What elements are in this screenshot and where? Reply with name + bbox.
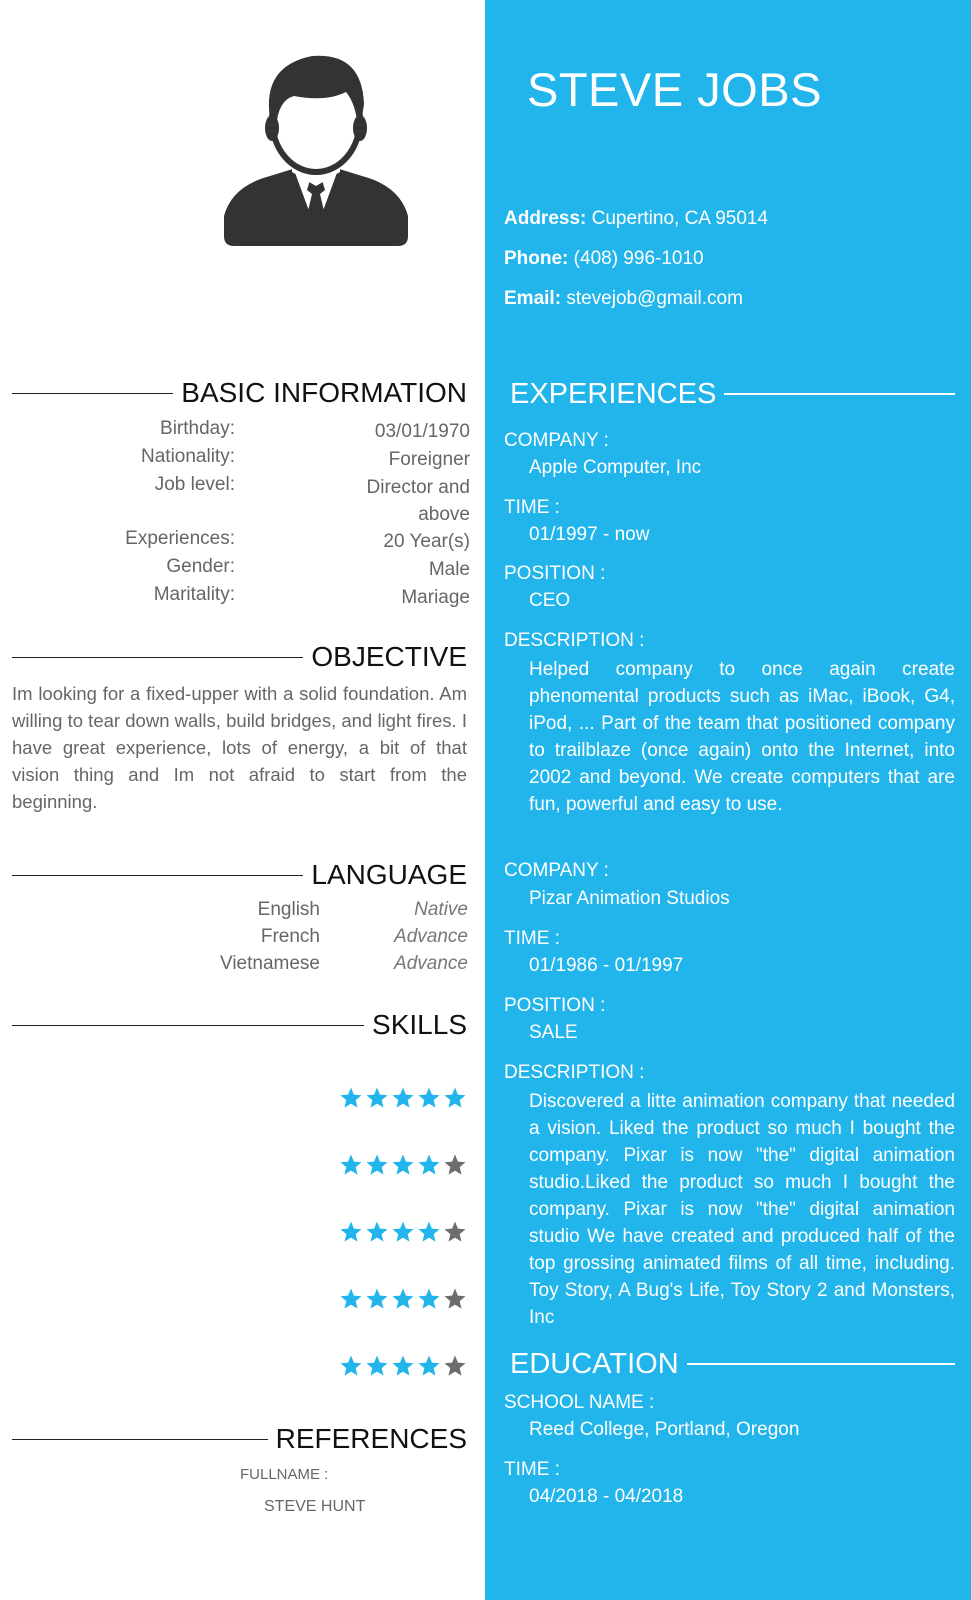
experiences-title: EXPERIENCES [510,377,717,410]
info-row-job-level [0,474,470,525]
education-time-value: 04/2018 - 04/2018 [529,1486,684,1507]
education-title: EDUCATION [510,1347,679,1380]
star-filled-icon [417,1287,441,1311]
header-divider [724,393,955,395]
language-row [0,953,470,980]
language-row [0,926,470,953]
info-value: Male [428,559,470,580]
company-value: Apple Computer, Inc [529,457,702,478]
star-filled-icon [443,1086,467,1110]
contact-email [504,288,743,310]
time-label: TIME : [504,928,560,949]
language-level: Native [414,899,468,920]
header-divider [12,1025,364,1026]
language-name: French [260,926,320,947]
star-filled-icon [365,1086,389,1110]
phone-value: (408) 996-1010 [573,248,704,269]
language-row [0,899,470,926]
reference-fullname-label: FULLNAME : [240,1466,329,1483]
left-column [0,0,485,1600]
objective-text: Im looking for a fixed-upper with a solid foundation. Am willing to tear down walls, build bridges, and light fires. I have great experience, lots of energy, a bit of that vision thing and Im not afraid to start from the beginning. [12,683,467,812]
position-value: CEO [529,590,571,611]
star-empty-icon [443,1287,467,1311]
star-filled-icon [365,1153,389,1177]
experiences-header [510,376,955,412]
info-value: 20 Year(s) [383,531,470,552]
position-label: POSITION : [504,563,606,584]
star-filled-icon [417,1153,441,1177]
position-label: POSITION : [504,995,606,1016]
info-row-experiences [0,528,470,556]
info-value: Director and above [366,477,470,525]
phone-label: Phone: [504,248,569,269]
info-row-maritality [0,584,470,612]
star-filled-icon [365,1220,389,1244]
avatar-icon [222,48,410,248]
header-divider [12,1439,268,1440]
skill-rating [339,1354,467,1378]
time-value: 01/1986 - 01/1997 [529,955,684,976]
header-divider [12,393,173,394]
candidate-name: STEVE JOBS [527,63,822,116]
header-divider [12,657,303,658]
info-label: Job level: [154,474,235,495]
references-header [12,1422,467,1456]
position-value: SALE [529,1022,578,1043]
info-row-nationality [0,446,470,474]
header-divider [12,875,303,876]
skills-header [12,1008,467,1042]
star-filled-icon [339,1153,363,1177]
star-filled-icon [391,1220,415,1244]
star-filled-icon [339,1354,363,1378]
company-value: Pizar Animation Studios [529,888,730,909]
company-label: COMPANY : [504,430,609,451]
star-empty-icon [443,1153,467,1177]
skills-title: SKILLS [372,1009,467,1040]
language-level: Advance [394,953,468,974]
language-title: LANGUAGE [311,859,467,890]
basic-info-header [12,376,467,410]
star-filled-icon [365,1287,389,1311]
info-label: Nationality: [141,446,235,467]
school-value: Reed College, Portland, Oregon [529,1419,800,1440]
star-filled-icon [339,1287,363,1311]
email-value: stevejob@gmail.com [566,288,743,309]
skill-rating [339,1086,467,1110]
info-value: Foreigner [388,449,470,470]
education-time-label: TIME : [504,1459,560,1480]
header-divider [687,1363,955,1365]
star-filled-icon [417,1086,441,1110]
education-header [510,1346,955,1382]
skill-rating [339,1153,467,1177]
language-level: Advance [394,926,468,947]
language-name: English [257,899,320,920]
star-filled-icon [417,1354,441,1378]
description-text: Helped company to once again create phenomental products such as iMac, iBook, G4, iPod, ... Part of the team that positioned company to trailblaze (once again) onto the Internet, into 2002 and beyond. We create computers that are fun, powerful and easy to use. [529,659,955,815]
description-label: DESCRIPTION : [504,630,645,651]
time-label: TIME : [504,497,560,518]
skill-rating [339,1220,467,1244]
address-label: Address: [504,208,587,229]
objective-title: OBJECTIVE [311,641,467,672]
skill-rating [339,1287,467,1311]
info-label: Birthday: [160,418,235,439]
objective-header [12,640,467,674]
star-filled-icon [417,1220,441,1244]
language-name: Vietnamese [220,953,320,974]
references-title: REFERENCES [275,1423,467,1454]
time-value: 01/1997 - now [529,524,650,545]
star-empty-icon [443,1220,467,1244]
info-label: Gender: [166,556,235,577]
star-filled-icon [365,1354,389,1378]
info-value: 03/01/1970 [374,421,470,442]
star-filled-icon [391,1354,415,1378]
info-label: Experiences: [125,528,235,549]
school-label: SCHOOL NAME : [504,1392,655,1413]
star-filled-icon [391,1153,415,1177]
description-text: Discovered a litte animation company that needed a vision. Liked the product so much I bought the company. Pixar is now "the" digital animation studio.Liked the product so much I bought the company. Pixar is now "the" digital animation studio We have created and produced half of the top grossing animated films of all time, including. Toy Story, A Bug's Life, Toy Story 2 and Monsters, Inc [529,1091,955,1328]
language-header [12,858,467,892]
description-label: DESCRIPTION : [504,1062,645,1083]
basic-info-title: BASIC INFORMATION [181,377,467,408]
info-row-birthday [0,418,470,446]
right-column [485,0,971,1600]
star-empty-icon [443,1354,467,1378]
contact-address [504,208,768,230]
info-value: Mariage [401,587,470,608]
star-filled-icon [339,1086,363,1110]
address-value: Cupertino, CA 95014 [591,208,769,229]
contact-phone [504,248,704,270]
star-filled-icon [391,1287,415,1311]
reference-fullname: STEVE HUNT [264,1498,366,1515]
info-row-gender [0,556,470,584]
star-filled-icon [339,1220,363,1244]
company-label: COMPANY : [504,860,609,881]
star-filled-icon [391,1086,415,1110]
email-label: Email: [504,288,562,309]
info-label: Maritality: [153,584,235,605]
